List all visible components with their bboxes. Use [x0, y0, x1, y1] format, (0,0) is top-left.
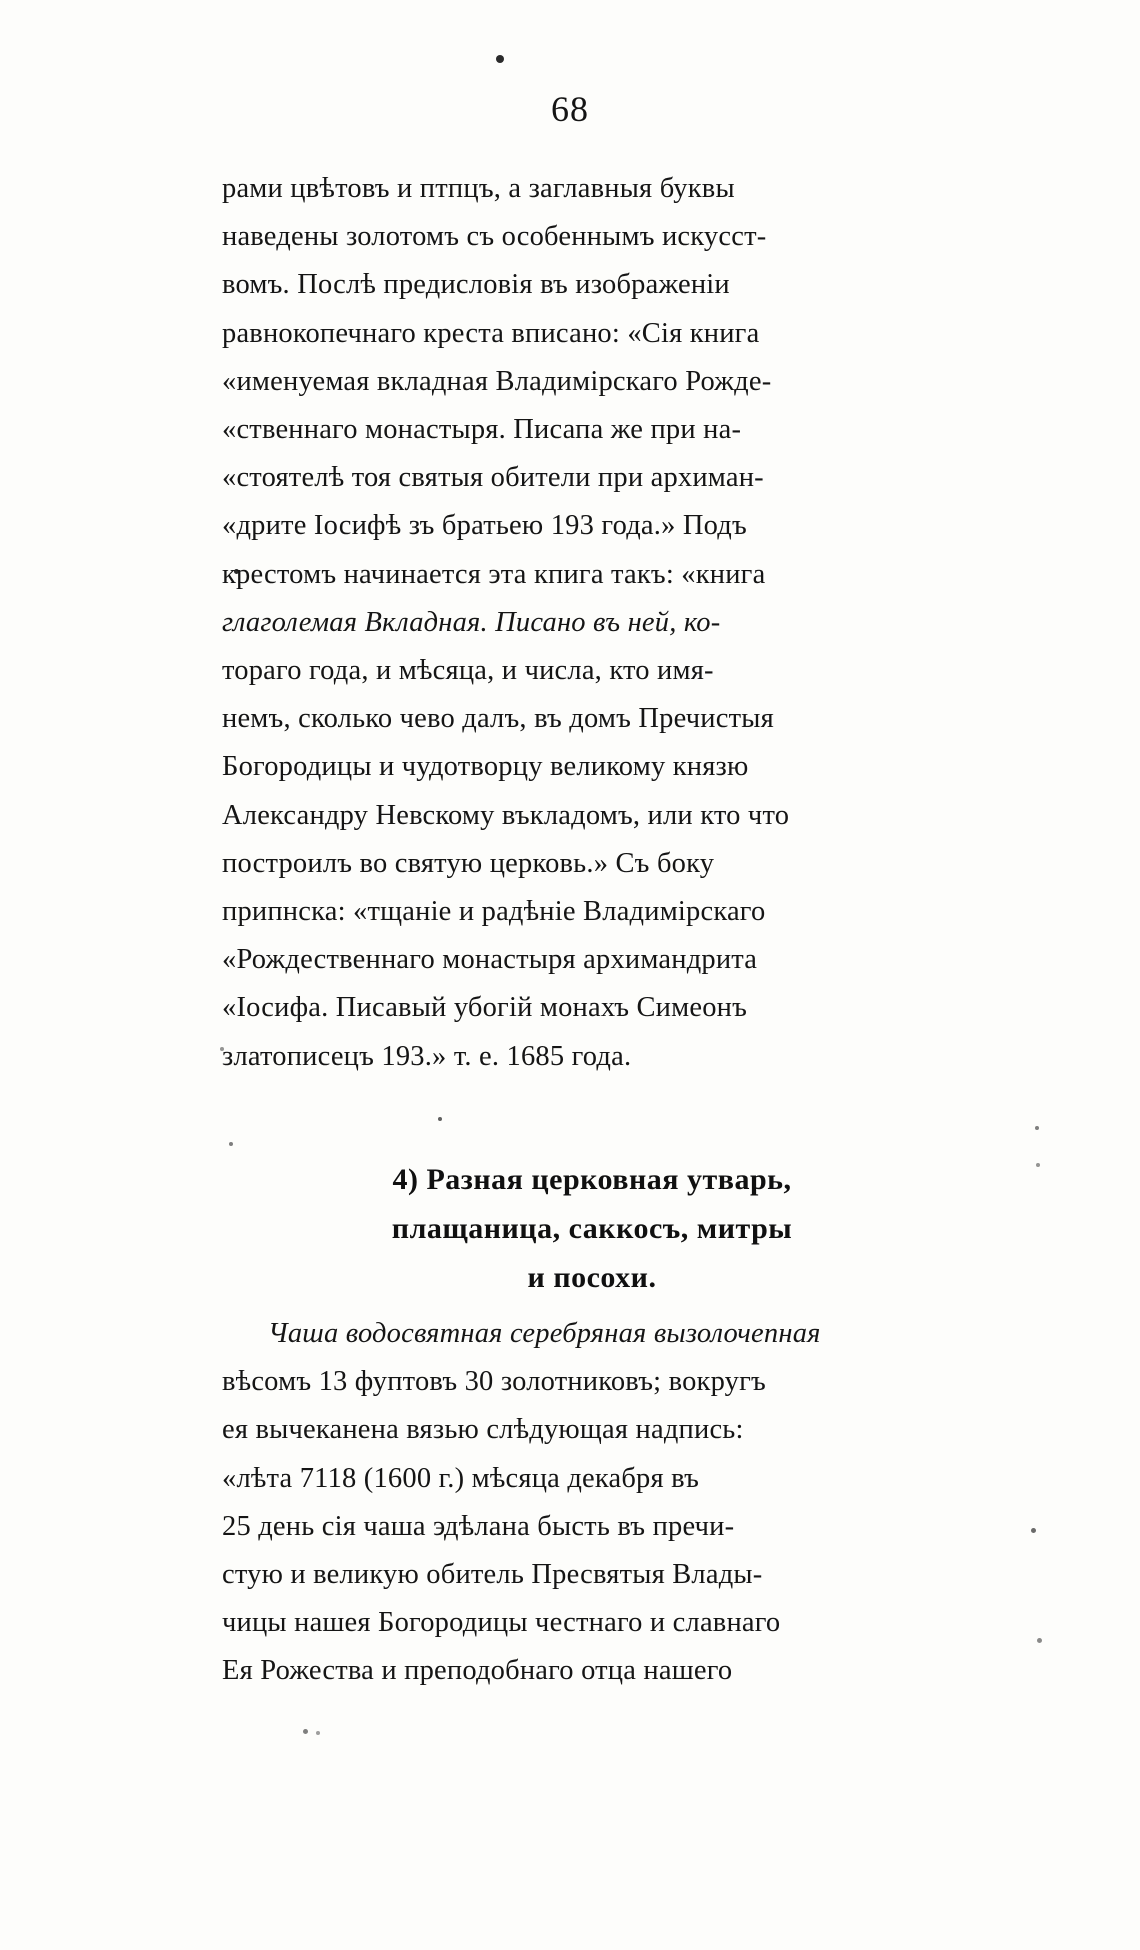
- text-line: Богородицы и чудотворцу великому князю: [222, 751, 749, 783]
- text-line: «стоятелѣ тоя святыя обители при архиман-: [222, 462, 764, 494]
- text-line: припнска: «тщаніе и радѣніе Владимірскаго: [222, 896, 766, 928]
- ink-speck: [229, 1142, 233, 1146]
- text-line: вомъ. Послѣ предисловія въ изображеніи: [222, 269, 730, 301]
- text-line: Ея Рожества и преподобнаго отца нашего: [222, 1655, 733, 1687]
- text-line: «именуемая вкладная Владимірскаго Рожде-: [222, 365, 772, 397]
- section-heading: [222, 1155, 962, 1302]
- ink-speck: [438, 1117, 442, 1121]
- heading-line: плащаница, саккосъ, митры: [391, 1212, 793, 1245]
- text-line: Александру Невскому въкладомъ, или кто что: [222, 799, 790, 831]
- text-line: равнокопечнаго креста вписано: «Сія книга: [222, 317, 760, 349]
- text-line: стую и великую обитель Пресвятыя Влады-: [222, 1559, 763, 1591]
- text-line: тораго года, и мѣсяца, и числа, кто имя-: [222, 655, 714, 687]
- body-paragraph-1: [222, 165, 962, 1081]
- ink-speck: [1036, 1163, 1040, 1167]
- text-line: вѣсомъ 13 фуптовъ 30 золотниковъ; вокругъ: [222, 1366, 766, 1398]
- heading-line: 4) Разная церковная утварь,: [392, 1163, 792, 1196]
- ink-speck: [303, 1729, 308, 1734]
- heading-line: и посохи.: [527, 1261, 657, 1294]
- text-line: «Іосифа. Писавый убогій монахъ Симеонъ: [222, 992, 748, 1024]
- text-line: златописецъ 193.» т. е. 1685 года.: [222, 1040, 632, 1072]
- ink-speck: [1037, 1638, 1042, 1643]
- text-line: наведены золотомъ съ особеннымъ искусст-: [222, 221, 767, 253]
- ink-speck: [1035, 1126, 1039, 1130]
- text-line: построилъ во святую церковь.» Съ боку: [222, 847, 715, 879]
- text-line: «Рождественнаго монастыря архимандрита: [222, 944, 758, 976]
- text-line: немъ, сколько чево далъ, въ домъ Пречистыя: [222, 703, 774, 735]
- text-line: [222, 1310, 962, 1358]
- text-line: «лѣта 7118 (1600 г.) мѣсяца декабря въ: [222, 1462, 700, 1494]
- text-line: ея вычеканена вязью слѣдующая надпись:: [222, 1414, 744, 1446]
- text-line: крестомъ начинается эта кпига такъ: «книга: [222, 558, 766, 590]
- italic-lead-word: Чаша водосвятная серебряная вызолочепная: [268, 1318, 821, 1349]
- body-paragraph-2: [222, 1310, 962, 1696]
- text-line: «ственнаго монастыря. Писапа же при на-: [222, 414, 742, 446]
- ink-speck: [316, 1731, 320, 1735]
- text-line: рами цвѣтовъ и птпцъ, а заглавныя буквы: [222, 173, 735, 204]
- text-line: чицы нашея Богородицы честнаго и славнаго: [222, 1607, 781, 1639]
- page-number: 68: [551, 89, 589, 129]
- ink-speck: [1031, 1528, 1036, 1533]
- text-line: 25 день сія чаша эдѣлана бысть въ пречи-: [222, 1510, 735, 1542]
- ink-speck: [496, 55, 504, 63]
- text-line: «дрите Іосифѣ зъ братьею 193 года.» Подъ: [222, 510, 747, 542]
- text-line-italic: глаголемая Вкладная. Писано въ ней, ко-: [222, 606, 721, 638]
